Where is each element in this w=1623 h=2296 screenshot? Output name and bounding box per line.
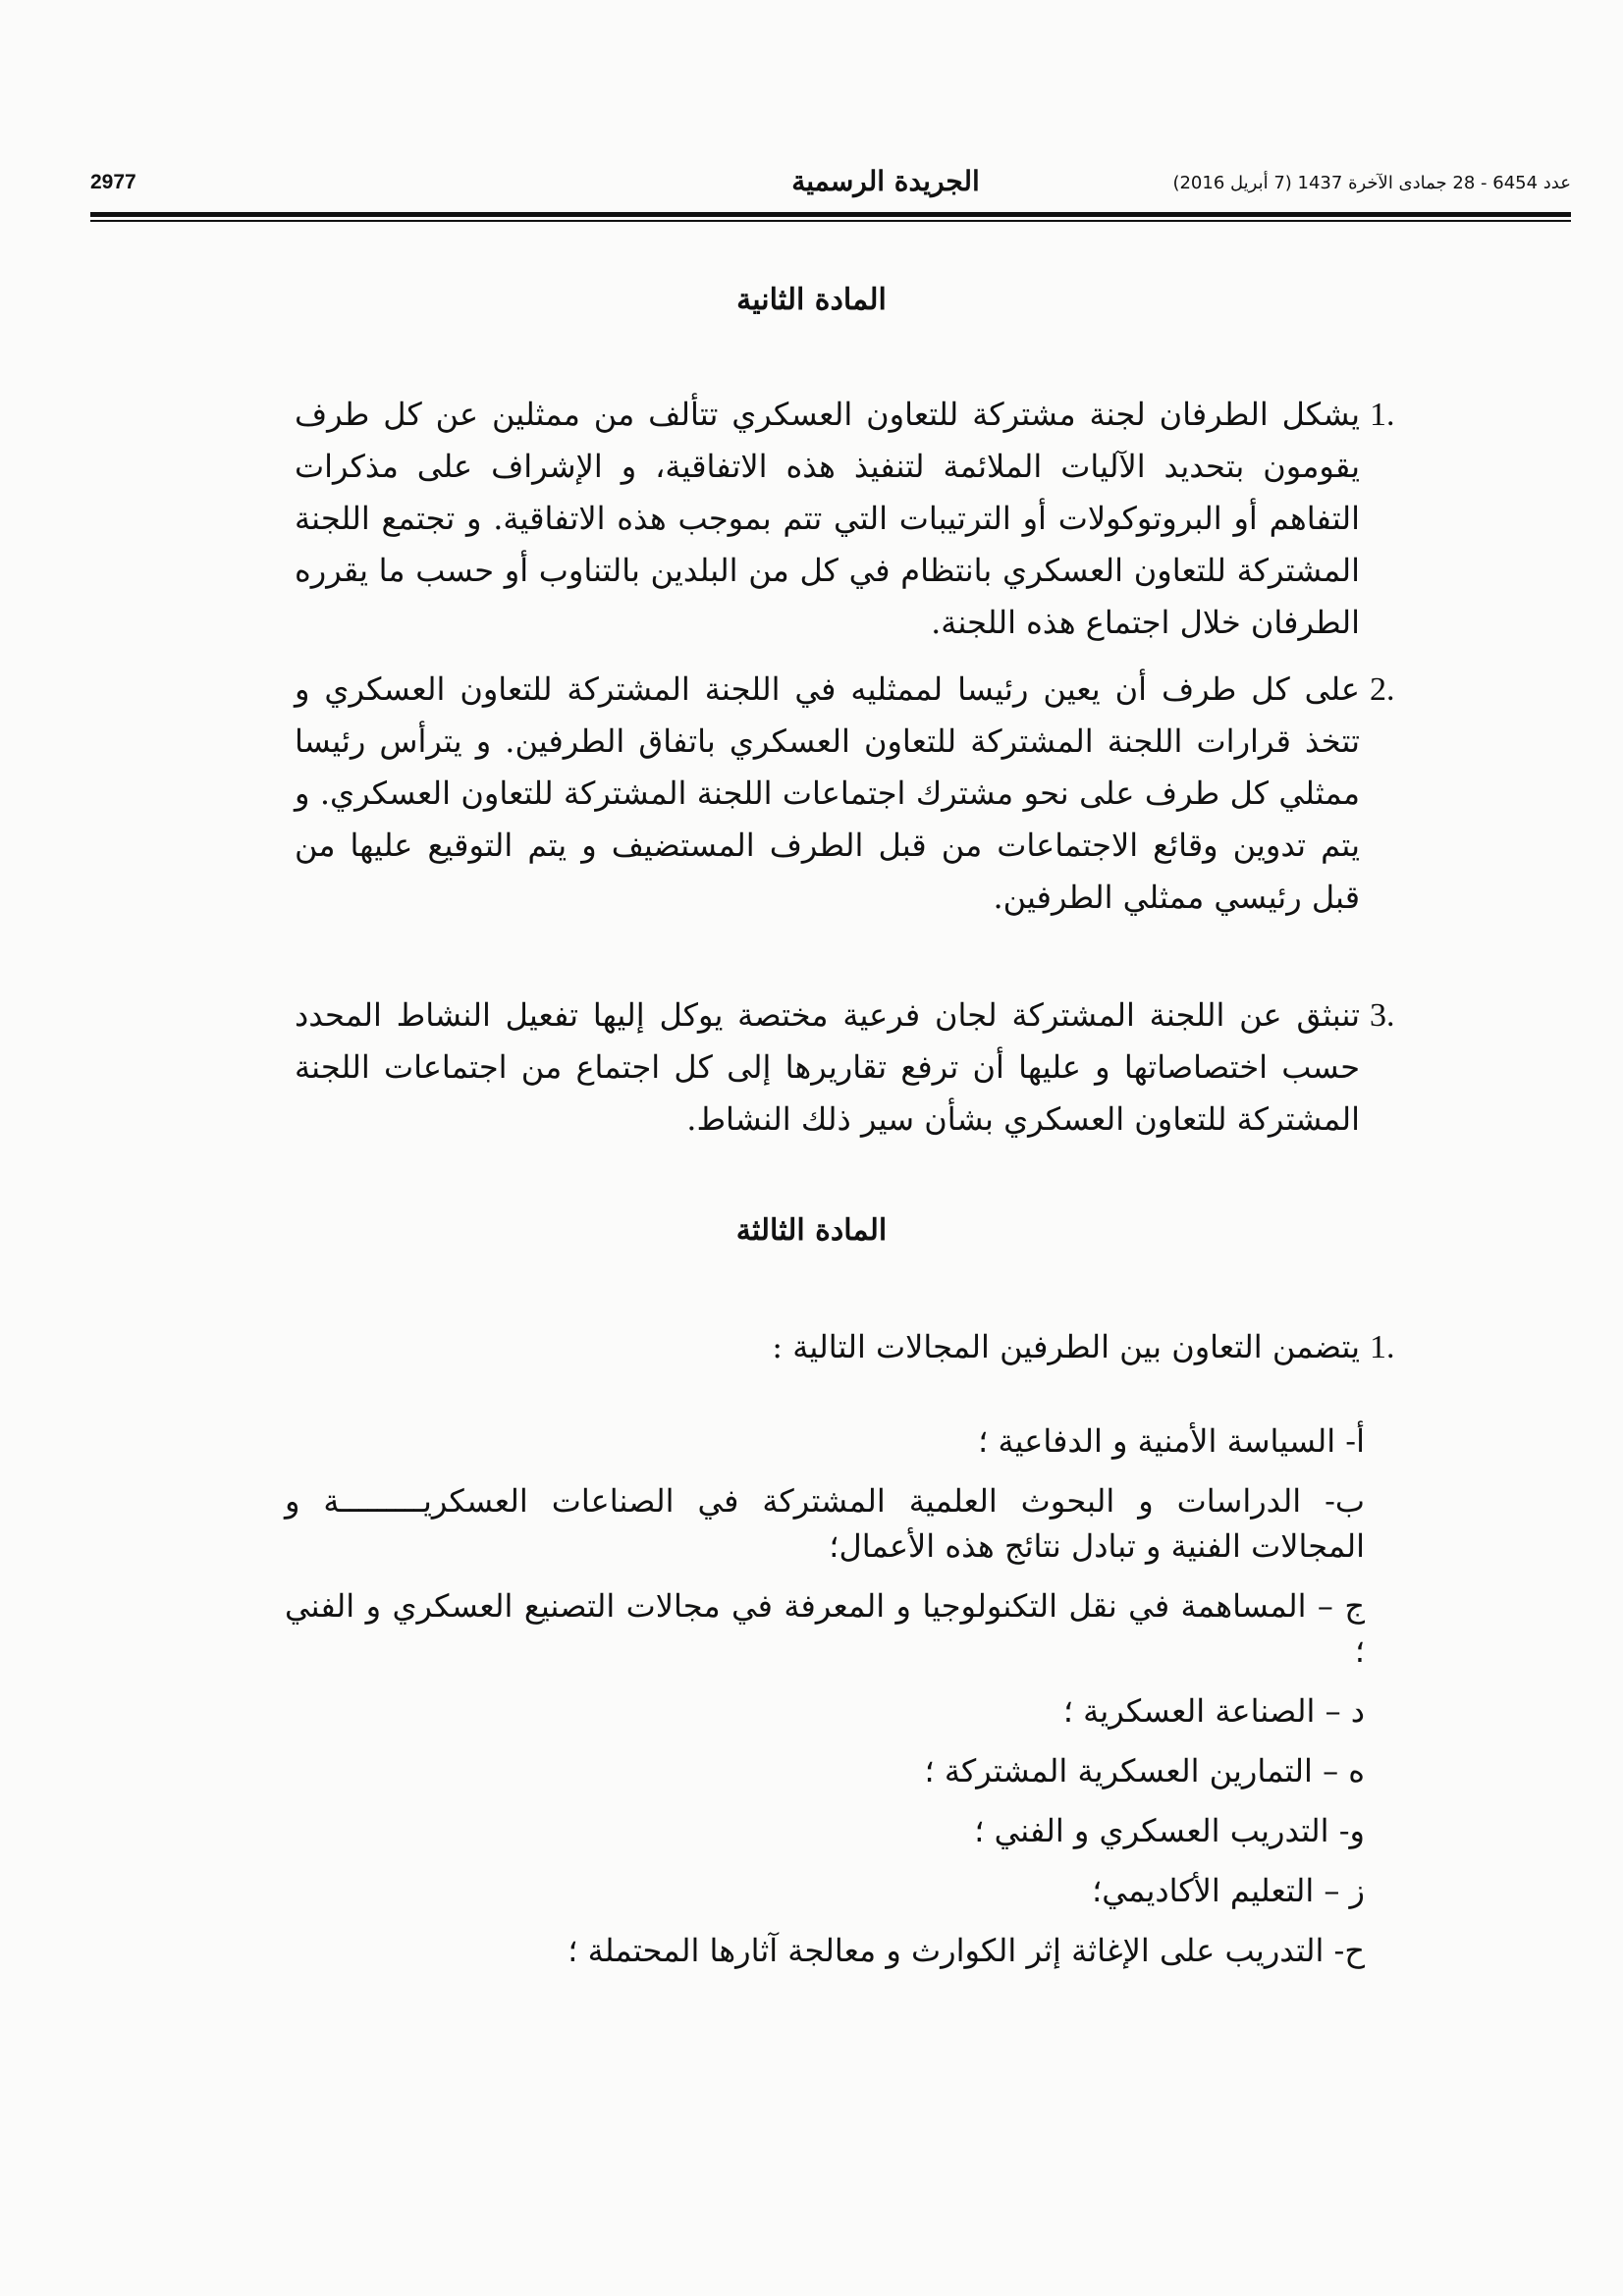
issue-info: عدد 6454 - 28 جمادى الآخرة 1437 (7 أبريل 2016) (1172, 173, 1571, 193)
cooperation-areas-list (285, 1418, 1365, 1988)
list-item: ح- التدريب على الإغاثة إثر الكوارث و معالجة آثارها المحتملة ؛ (568, 1932, 1365, 1969)
article-three-heading: المادة الثالثة (735, 1213, 888, 1248)
list-item: ج – المساهمة في نقل التكنولوجيا و المعرفة في مجالات التصنيع العسكري و الفني ؛ (285, 1587, 1365, 1670)
article-three-clause-1 (295, 1321, 1395, 1373)
clause-text: يشكل الطرفان لجنة مشتركة للتعاون العسكري تتألف من ممثلين عن كل طرف يقومون بتحديد الآليات الملائمة لتنفيذ هذه الاتفاقية، و الإشراف على مذكرات التفاهم أو البروتوكولات أو الترتيبات التي تتم بموجب هذه الاتفاقية. و تجتمع اللجنة المشتركة للتعاون العسكري بانتظام في كل من البلدين بالتناوب أو حسب ما يقرره الطرفان خلال اجتماع هذه اللجنة. (295, 396, 1360, 641)
clause-number: 3. (1370, 997, 1395, 1034)
page-number: 2977 (90, 171, 136, 193)
header-rule-thick (90, 212, 1571, 217)
clause-number: 1. (1370, 397, 1395, 433)
article-two-clause-3 (295, 989, 1395, 1146)
page-header (90, 165, 1571, 212)
article-two-clause-1 (295, 389, 1395, 649)
clause-number: 2. (1370, 671, 1395, 708)
clause-text: تنبثق عن اللجنة المشتركة لجان فرعية مختصة يوكل إليها تفعيل النشاط المحدد حسب اختصاصاتها و عليها أن ترفع تقاريرها إلى كل اجتماع من اجتماعات اللجنة المشتركة للتعاون العسكري بشأن سير ذلك النشاط. (295, 996, 1361, 1138)
journal-title: الجريدة الرسمية (791, 165, 980, 197)
list-item: ه – التمارين العسكرية المشتركة ؛ (924, 1752, 1365, 1789)
article-two-heading: المادة الثانية (736, 283, 887, 317)
clause-text: يتضمن التعاون بين الطرفين المجالات التالية : (772, 1328, 1360, 1365)
list-item: د – الصناعة العسكرية ؛ (1062, 1692, 1365, 1730)
list-item: و- التدريب العسكري و الفني ؛ (974, 1812, 1365, 1849)
list-item: ز – التعليم الأكاديمي؛ (1092, 1872, 1365, 1909)
clause-number: 1. (1370, 1329, 1395, 1365)
clause-text: على كل طرف أن يعين رئيسا لممثليه في اللجنة المشتركة للتعاون العسكري و تتخذ قرارات اللجنة المشتركة للتعاون العسكري باتفاق الطرفين. و يترأس رئيسا ممثلي كل طرف على نحو مشترك اجتماعات اللجنة المشتركة للتعاون العسكري. و يتم تدوين وقائع الاجتماعات من قبل الطرف المستضيف و يتم التوقيع عليها من قبل رئيسي ممثلي الطرفين. (295, 670, 1361, 916)
header-rule-thin (90, 220, 1571, 222)
list-item: ب- الدراسات و البحوث العلمية المشتركة في الصناعات العسكريـــــــــة و المجالات الفنية و تبادل نتائج هذه الأعمال؛ (285, 1482, 1365, 1565)
list-item: أ- السياسة الأمنية و الدفاعية ؛ (978, 1422, 1365, 1460)
article-two-clause-2 (295, 664, 1395, 924)
